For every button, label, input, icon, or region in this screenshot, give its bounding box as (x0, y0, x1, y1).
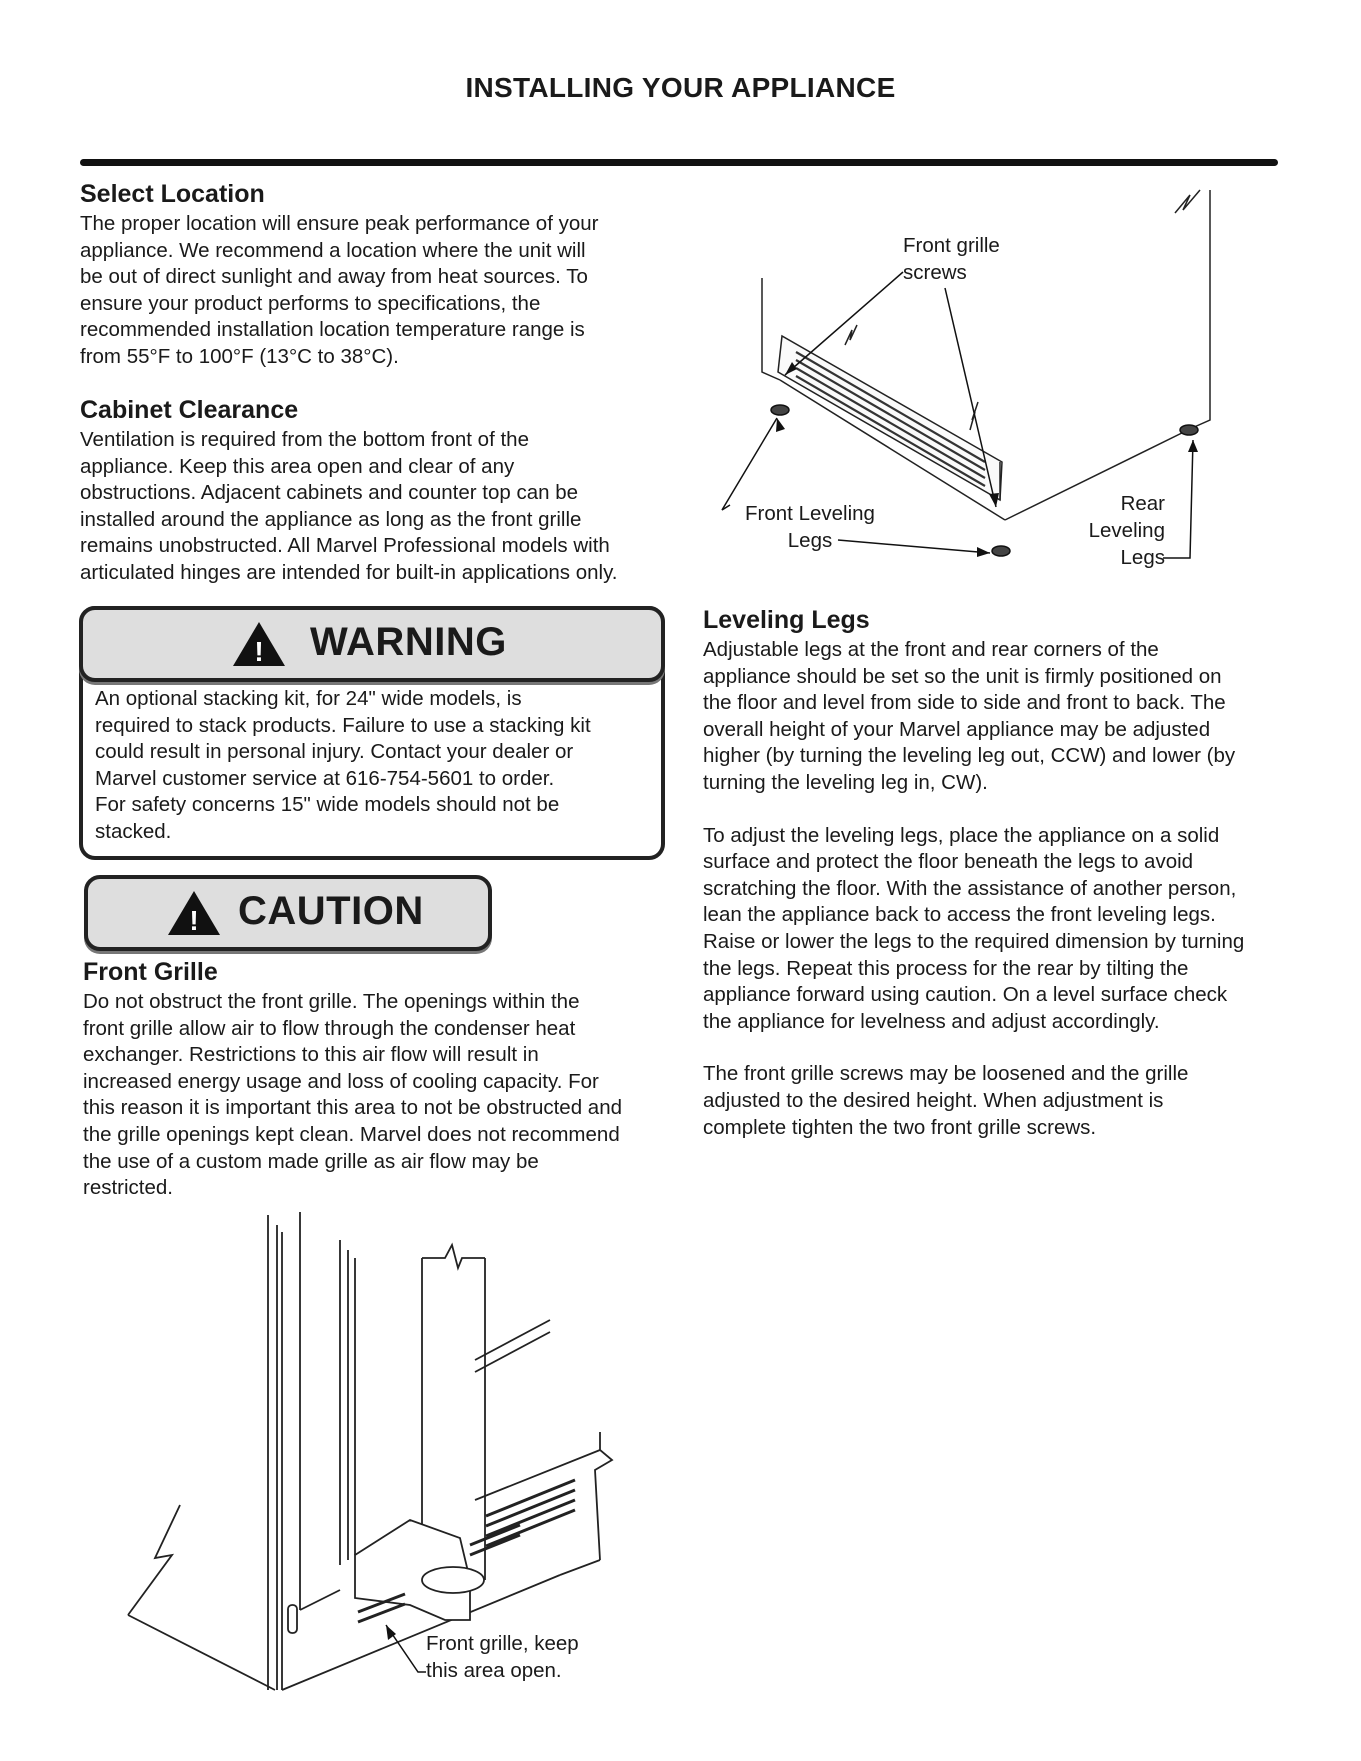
text-line: the legs. Repeat this process for the rear by tilting the (703, 956, 1189, 980)
text-line: overall height of your Marvel appliance may be adjusted (703, 717, 1211, 741)
text-line: Do not obstruct the front grille. The openings within the (83, 990, 580, 1013)
text-line: front grille allow air to flow through the condenser heat (83, 1016, 576, 1040)
text-line: the floor and level from side to side and front to back. The (703, 691, 1226, 715)
select-location-section (80, 180, 680, 371)
text-line: adjusted to the desired height. When adjustment is (703, 1088, 1164, 1112)
label-line: Legs (1120, 546, 1165, 569)
header-rule (80, 159, 1278, 166)
text-line: installed around the appliance as long as the front grille (80, 507, 582, 531)
text-line: articulated hinges are intended for built-in applications only. (80, 560, 618, 584)
label-line: Front grille (903, 234, 1000, 257)
warning-triangle-icon (231, 620, 287, 668)
leveling-legs-section (703, 606, 1303, 1141)
text-line: Raise or lower the legs to the required dimension by turning (703, 929, 1245, 953)
leveling-legs-paragraph (703, 823, 1303, 1036)
text-line: recommended installation location temperature range is (80, 318, 585, 342)
label-line: screws (903, 261, 967, 284)
warning-triangle-icon (166, 889, 222, 937)
leveling-legs-paragraph (703, 637, 1303, 797)
warning-box (79, 606, 665, 860)
warning-banner (79, 606, 665, 682)
text-line: appliance forward using caution. On a level surface check (703, 983, 1228, 1007)
text-line: complete tighten the two front grille screws. (703, 1115, 1097, 1139)
text-line: turning the leveling leg in, CW). (703, 770, 988, 794)
front-grille-section (83, 958, 683, 1202)
warning-text (95, 686, 655, 846)
text-line: from 55°F to 100°F (13°C to 38°C). (80, 344, 399, 368)
text-line: higher (by turning the leveling leg out, CCW) and lower (by (703, 744, 1236, 768)
text-line: obstructions. Adjacent cabinets and counter top can be (80, 481, 579, 505)
text-line: stacked. (95, 819, 172, 843)
text-line: Ventilation is required from the bottom front of the (80, 428, 529, 451)
front-leveling-legs-label (735, 500, 885, 554)
page-title: INSTALLING YOUR APPLIANCE (465, 72, 896, 103)
cabinet-clearance-heading: Cabinet Clearance (80, 396, 299, 424)
text-line: To adjust the leveling legs, place the appliance on a solid (703, 823, 1220, 847)
rear-leveling-legs-label (1070, 490, 1165, 571)
text-line: appliance. Keep this area open and clear of any (80, 454, 515, 478)
svg-text:!: ! (189, 905, 199, 936)
label-line: Leveling (1088, 519, 1165, 542)
front-grille-text (83, 989, 683, 1202)
front-grille-open-label (426, 1630, 579, 1684)
front-grille-heading: Front Grille (83, 958, 218, 986)
label-line: Legs (787, 529, 833, 552)
text-line: required to stack products. Failure to use a stacking kit (95, 713, 591, 737)
text-line: appliance. We recommend a location where the unit will (80, 238, 586, 262)
text-line: exchanger. Restrictions to this air flow will result in (83, 1043, 539, 1067)
cabinet-clearance-text (80, 427, 680, 587)
label-line: Rear (1120, 492, 1165, 515)
text-line: Marvel customer service at 616-754-5601 to order. (95, 766, 555, 790)
text-line: restricted. (83, 1176, 173, 1200)
text-line: the use of a custom made grille as air flow may be (83, 1149, 539, 1173)
text-line: could result in personal injury. Contact your dealer or (95, 740, 574, 764)
text-line: this reason it is important this area to not be obstructed and (83, 1096, 622, 1120)
select-location-heading: Select Location (80, 180, 265, 208)
text-line: remains unobstructed. All Marvel Professional models with (80, 534, 610, 558)
label-line: Front grille, keep (426, 1632, 579, 1655)
text-line: the grille openings kept clean. Marvel does not recommend (83, 1122, 620, 1146)
svg-text:!: ! (254, 636, 264, 667)
front-grille-screws-label (903, 232, 1000, 286)
text-line: scratching the floor. With the assistance of another person, (703, 876, 1237, 900)
label-line: Front Leveling (745, 502, 875, 525)
text-line: appliance should be set so the unit is firmly positioned on (703, 664, 1222, 688)
select-location-text (80, 211, 680, 371)
caution-banner (84, 875, 492, 951)
label-line: this area open. (426, 1659, 562, 1682)
caution-label: CAUTION (238, 889, 424, 933)
leveling-legs-heading: Leveling Legs (703, 606, 870, 634)
text-line: Adjustable legs at the front and rear corners of the (703, 638, 1159, 661)
text-line: An optional stacking kit, for 24" wide models, is (95, 687, 522, 710)
text-line: ensure your product performs to specifications, the (80, 291, 541, 315)
text-line: the appliance for levelness and adjust accordingly. (703, 1009, 1160, 1033)
text-line: increased energy usage and loss of cooling capacity. For (83, 1069, 599, 1093)
text-line: The front grille screws may be loosened and the grille (703, 1062, 1189, 1086)
text-line: be out of direct sunlight and away from heat sources. To (80, 265, 588, 289)
text-line: The proper location will ensure peak performance of your (80, 212, 599, 235)
cabinet-clearance-section (80, 396, 680, 587)
text-line: surface and protect the floor beneath the legs to avoid (703, 850, 1194, 874)
leveling-legs-paragraph (703, 1061, 1303, 1141)
text-line: For safety concerns 15" wide models should not be (95, 793, 560, 817)
text-line: lean the appliance back to access the front leveling legs. (703, 903, 1216, 927)
warning-label: WARNING (310, 620, 507, 664)
